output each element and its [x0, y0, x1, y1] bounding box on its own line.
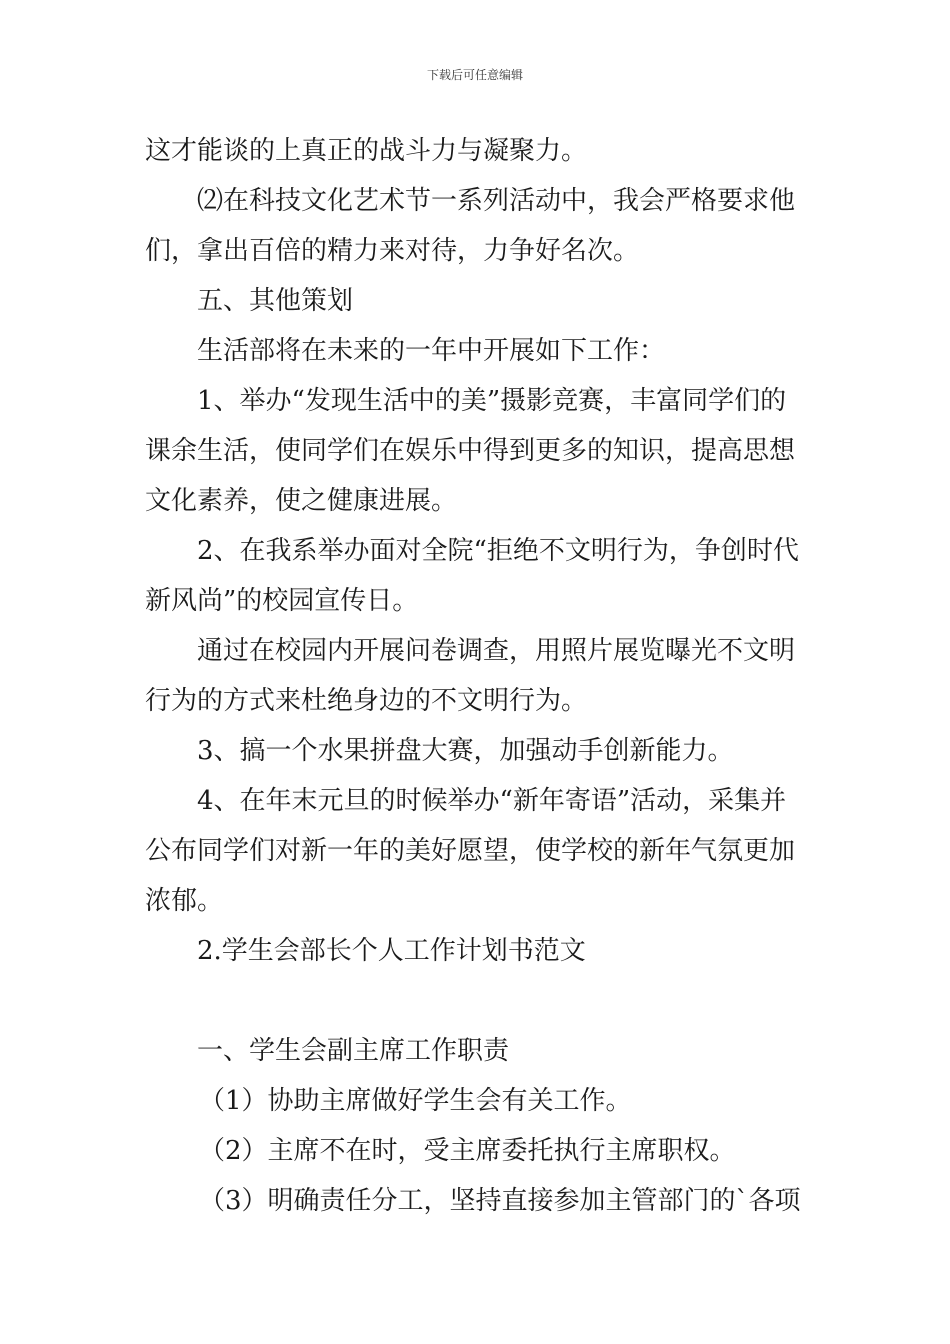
- text-line: 公布同学们对新一年的美好愿望，使学校的新年气氛更加: [145, 836, 796, 866]
- text-line: 新风尚”的校园宣传日。: [145, 586, 419, 616]
- text-line: 行为的方式来杜绝身边的不文明行为。: [145, 686, 588, 716]
- text-line: 课余生活，使同学们在娱乐中得到更多的知识，提高思想: [145, 436, 796, 466]
- list-item: 1、举办“发现生活中的美”摄影竞赛，丰富同学们的: [197, 386, 787, 416]
- list-item: 2、在我系举办面对全院“拒绝不文明行为，争创时代: [197, 536, 799, 566]
- text-line: 通过在校园内开展问卷调查，用照片展览曝光不文明: [197, 636, 796, 666]
- list-item: 4、在年末元旦的时候举办“新年寄语”活动，采集并: [197, 786, 787, 816]
- list-item: 3、搞一个水果拼盘大赛，加强动手创新能力。: [197, 736, 734, 766]
- page-header: 下载后可任意编辑: [426, 68, 523, 82]
- section-heading: 五、其他策划: [197, 286, 354, 316]
- list-item: （3）明确责任分工，坚持直接参加主管部门的`各项: [199, 1186, 801, 1216]
- list-item: （1）协助主席做好学生会有关工作。: [199, 1086, 632, 1116]
- document-body: [145, 126, 809, 1226]
- section-title: 2.学生会部长个人工作计划书范文: [197, 936, 586, 966]
- list-item: （2）主席不在时，受主席委托执行主席职权。: [199, 1136, 736, 1166]
- text-line: ⑵在科技文化艺术节一系列活动中，我会严格要求他: [197, 186, 796, 216]
- section-heading: 一、学生会副主席工作职责: [197, 1036, 510, 1066]
- text-line: 生活部将在未来的一年中开展如下工作：: [197, 336, 666, 366]
- text-line: 们，拿出百倍的精力来对待，力争好名次。: [145, 236, 640, 266]
- text-line: 文化素养，使之健康进展。: [145, 486, 458, 516]
- text-line: 这才能谈的上真正的战斗力与凝聚力。: [145, 136, 588, 166]
- blank-line: [145, 976, 809, 1026]
- text-line: 浓郁。: [145, 886, 224, 916]
